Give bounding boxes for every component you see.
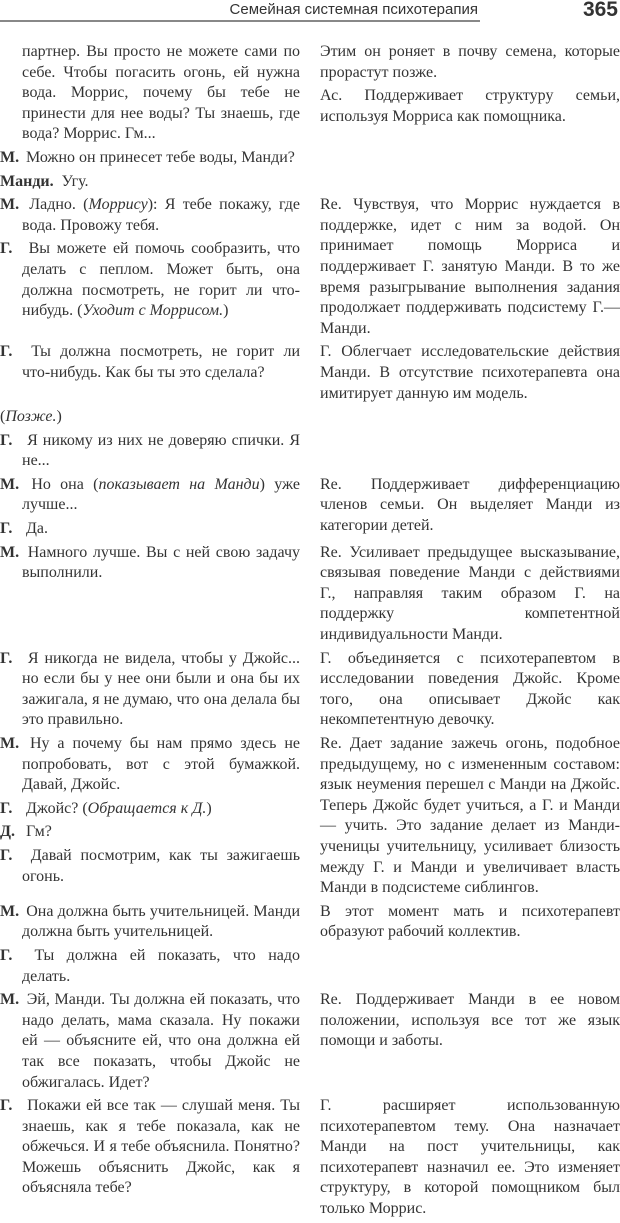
commentary-paragraph: Ас. Поддерживает структуру семьи, используя Морриса как помощника. — [320, 87, 620, 125]
dialogue-line — [0, 342, 300, 383]
speaker-label: М. — [0, 543, 20, 561]
dialogue-line — [0, 990, 300, 1093]
dialogue-line — [0, 431, 300, 472]
dialogue-column-cell — [0, 649, 300, 734]
dialogue-line — [0, 172, 300, 193]
dialogue-line — [0, 239, 300, 321]
dialogue-line — [0, 148, 300, 169]
speaker-label: Г. — [0, 649, 13, 667]
dialogue-text: Намного лучше. Вы с ней свою задачу выполнили. — [22, 543, 301, 582]
dialogue-line — [0, 734, 300, 796]
dialogue-text: Ладно. ( — [29, 196, 89, 214]
commentary-column-cell — [320, 649, 620, 734]
dialogue-text: Она должна быть учительницей. Манди должна быть учительницей. — [22, 902, 301, 941]
dialogue-column-cell — [0, 543, 300, 649]
dialogue-line — [0, 799, 300, 820]
dialogue-text: ) — [223, 302, 229, 320]
dialogue-column-cell — [0, 734, 300, 902]
commentary-paragraph: Re. Поддерживает дифференциацию членов семьи. Он выделяет Манди из категории детей. — [320, 475, 620, 535]
commentary-column-cell — [320, 990, 620, 1096]
dialogue-line — [0, 519, 300, 540]
dialogue-text: Да. — [26, 520, 49, 538]
page-body — [0, 40, 620, 1223]
speaker-label: М. — [0, 196, 20, 214]
dialogue-text: Ты должна ей показать, что надо делать. — [22, 946, 301, 985]
dialogue-column-cell — [0, 342, 300, 407]
commentary-paragraph: Re. Поддерживает Манди в ее новом положении, используя все тот же язык помощи и заботы. — [320, 991, 620, 1050]
running-header — [0, 0, 620, 40]
dialogue-line — [0, 195, 300, 236]
commentary-column-cell — [320, 1096, 620, 1223]
commentary-paragraph: Re. Чувствуя, что Моррис нуждается в поддержке, идет с ним за водой. Он принимает помощь Морриса и поддерживает Г. занятую Манди. В то же время разыгрывание выполнения задания продолжает поддерживать подсистему Г.—Манди. — [320, 196, 620, 337]
commentary-column-cell — [320, 543, 620, 649]
dialogue-text: ) уже лучше... — [22, 475, 300, 514]
commentary-column-cell — [320, 407, 620, 475]
dialogue-text: Ну а почему бы нам прямо здесь не попробовать, вот с этой бумажкой. Давай, Джойс. — [22, 735, 300, 794]
dialogue-text: Покажи ей все так — слушай меня. Ты знаешь, как я тебе показала, как не обжечься. И я тебе объяснила. Понятно? Можешь объяснить Джойс, как я объясняла тебе? — [22, 1097, 301, 1197]
dialogue-column-cell — [0, 42, 300, 148]
stage-direction: Обращается к Д. — [87, 799, 207, 817]
speaker-label: Г. — [0, 799, 13, 817]
commentary-paragraph: Г. объединяется с психотерапевтом в исследовании поведения Джойс. Кроме того, она описывает Джойс как некомпетентную девочку. — [320, 649, 620, 729]
stage-direction: Уходит с Моррисом. — [82, 302, 224, 320]
dialogue-text: Но она ( — [31, 475, 99, 493]
dialogue-text: Давай посмотрим, как ты зажигаешь огонь. — [22, 846, 301, 885]
commentary-column-cell — [320, 148, 620, 195]
running-header-title: Семейная системная психотерапия — [229, 1, 478, 18]
commentary-paragraph: Этим он роняет в почву семена, которые прорастут позже. — [320, 43, 620, 81]
commentary-column-cell — [320, 195, 620, 342]
speaker-label: М. — [0, 991, 20, 1009]
commentary-paragraph: Re. Усиливает предыдущее высказывание, связывая поведение Манди с действиями Г., направляя таким образом Г. на поддержку компетентной индивидуальности Манди. — [320, 543, 620, 644]
dialogue-text: Ты должна посмотреть, не горит ли что-нибудь. Как бы ты это сделала? — [22, 343, 301, 381]
dialogue-text: Можно он принесет тебе воды, Манди? — [26, 148, 295, 166]
dialogue-line — [0, 649, 300, 731]
speaker-label: Г. — [0, 520, 13, 538]
commentary-column-cell — [320, 946, 620, 990]
dialogue-line — [0, 407, 300, 428]
dialogue-line — [0, 475, 300, 516]
speaker-label: М. — [0, 902, 20, 920]
dialogue-column-cell — [0, 475, 300, 543]
dialogue-line — [0, 902, 300, 943]
commentary-column-cell — [320, 902, 620, 946]
speaker-label: Манди. — [0, 172, 54, 190]
speaker-label: Д. — [0, 823, 16, 841]
speaker-label: М. — [0, 148, 20, 166]
commentary-column-cell — [320, 475, 620, 543]
dialogue-text: Эй, Манди. Ты должна ей показать, что надо делать, мама сказала. Ну покажи ей — объясните ей, что она должна ей так все показать, чтобы Джойс не обжигалась. Идет? — [22, 991, 301, 1091]
dialogue-column-cell — [0, 407, 300, 475]
speaker-label: Г. — [0, 1097, 13, 1115]
dialogue-text: партнер. Вы просто не можете сами по себе. Чтобы погасить огонь, ей нужна вода. Моррис, почему бы тебе не принести для нее воды? Ты знаешь, где вода? Моррис. Гм... — [22, 43, 300, 143]
dialogue-column-cell — [0, 148, 300, 195]
commentary-paragraph: В этот момент мать и психотерапевт образуют рабочий коллектив. — [320, 902, 620, 941]
speaker-label: М. — [0, 735, 20, 752]
commentary-paragraph: Г. расширяет использованную психотерапевтом тему. Она назначает Манди на пост учительницы, как психотерапевт назначил ее. Это изменяет структуру, в которой помощником был только Моррис. — [320, 1097, 620, 1218]
commentary-paragraph: Г. Облегчает исследовательские действия Манди. В отсутствие психотерапевта она имитирует данную им модель. — [320, 343, 620, 402]
stage-direction: Моррису — [88, 196, 148, 214]
dialogue-text: ) — [56, 408, 62, 426]
speaker-label: Г. — [0, 240, 13, 258]
commentary-column-cell — [320, 342, 620, 407]
stage-direction: Позже. — [5, 408, 57, 426]
dialogue-text: ): Я тебе покажу, где вода. Провожу тебя. — [22, 196, 300, 234]
dialogue-column-cell — [0, 195, 300, 342]
stage-direction: показывает на Манди — [98, 475, 260, 493]
dialogue-text: ( — [0, 408, 6, 426]
dialogue-line — [0, 1096, 300, 1199]
speaker-label: Г. — [0, 946, 13, 964]
speaker-label: М. — [0, 475, 20, 493]
dialogue-text: Гм? — [26, 823, 52, 841]
dialogue-line — [0, 42, 300, 145]
commentary-paragraph: Re. Дает задание зажечь огонь, подобное предыдущему, но с измененным составом: язык неумения перешел с Манди на Джойс. Теперь Джойс будет учиться, а Г. и Манди — учить. Это задание делает из Манди-ученицы учительницу, усиливает близость между Г. и Манди и увеличивает власть Манди в подсистеме сиблингов. — [320, 735, 620, 897]
dialogue-text: Джойс? ( — [26, 799, 88, 817]
dialogue-text: Я никогда не видела, чтобы у Джойс... но если бы у нее они были и она бы их зажигала, я не думаю, что она делала бы это правильно. — [22, 649, 301, 729]
dialogue-line — [0, 543, 300, 584]
dialogue-line — [0, 946, 300, 987]
dialogue-line — [0, 846, 300, 887]
dialogue-column-cell — [0, 902, 300, 946]
dialogue-column-cell — [0, 990, 300, 1096]
dialogue-column-cell — [0, 1096, 300, 1223]
speaker-label: Г. — [0, 846, 13, 864]
dialogue-text: ) — [206, 799, 212, 817]
header-rule — [0, 20, 480, 22]
page-number: 365 — [582, 0, 618, 21]
dialogue-text: Вы можете ей помочь сообразить, что делать с пеплом. Может быть, она должна посмотреть, не горит ли что-нибудь. ( — [22, 240, 301, 320]
commentary-column-cell — [320, 42, 620, 148]
dialogue-text: Угу. — [61, 172, 89, 190]
dialogue-column-cell — [0, 946, 300, 990]
dialogue-line — [0, 822, 300, 843]
dialogue-text: Я никому из них не доверяю спички. Я не... — [22, 431, 301, 470]
speaker-label: Г. — [0, 431, 13, 449]
commentary-column-cell — [320, 734, 620, 902]
speaker-label: Г. — [0, 343, 13, 361]
